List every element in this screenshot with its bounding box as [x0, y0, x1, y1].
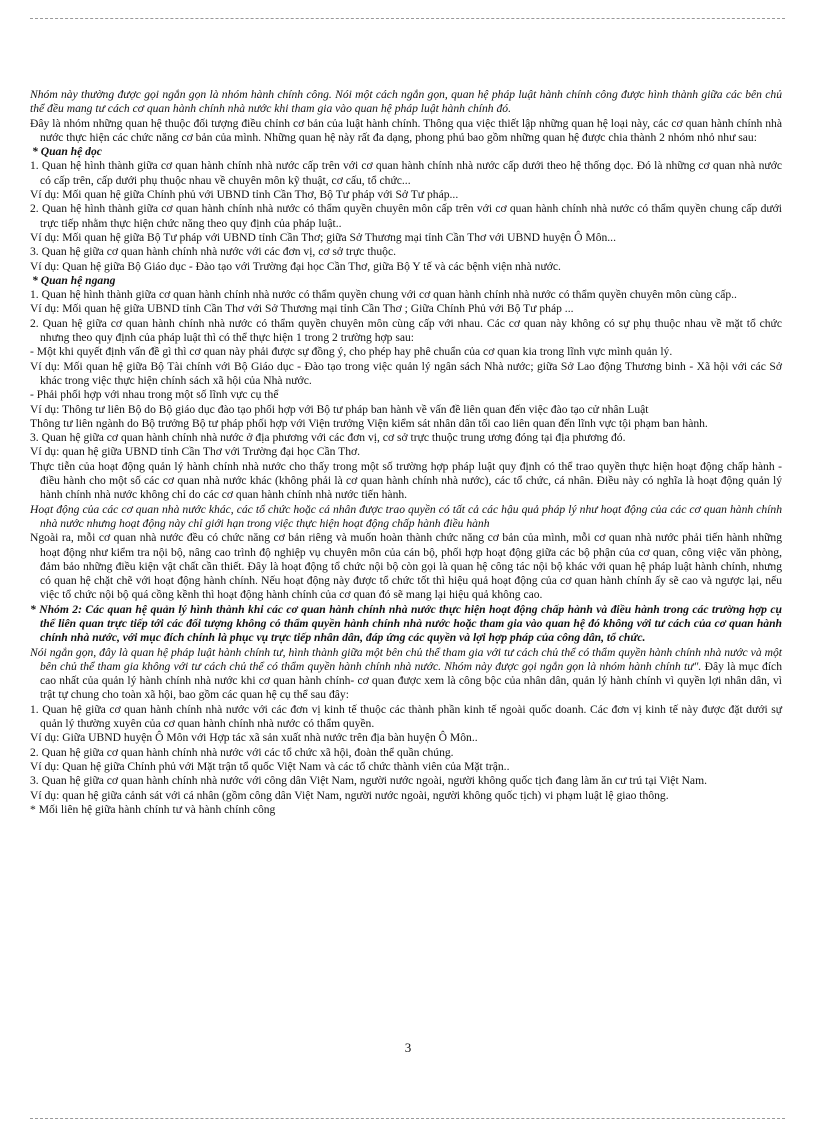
body-paragraph: Thực tiễn của hoạt động quản lý hành chính nhà nước cho thấy trong một số trường hợp pháp luật quy định có thể trao quyền thực hiện hoạt động chấp hành - điều hành cho một số các cơ quan nhà nước khác (không phải là cơ quan hành chính nhà nước), các tổ chức, cá nhân. Điều này có nghĩa là hoạt động quản lý hành chính nhà nước không chỉ do các cơ quan hành chính nhà nước tiến hành. — [30, 459, 782, 502]
plain-text: Đây là mục đích cao nhất của quản lý hành chính nhà nước khi cơ quan hành chính- cơ quan được xem là công bộc của nhân dân, quản lý hành chính vì quyền lợi nhân dân, vì trật tự chung cho toàn xã hội, bao gồm các quan hệ cụ thể sau đây: — [40, 659, 782, 702]
example-paragraph: Ví dụ: Mối quan hệ giữa Chính phủ với UBND tỉnh Cần Thơ, Bộ Tư pháp với Sở Tư pháp... — [30, 188, 459, 202]
bullet-item: - Một khi quyết định vấn đề gì thì cơ quan này phải được sự đồng ý, cho phép hay phê chuẩn của cơ quan kia trong lĩnh vực mình quản lý. — [30, 345, 673, 359]
list-item: 3. Quan hệ giữa cơ quan hành chính nhà nước với các đơn vị, cơ sở trực thuộc. — [30, 245, 396, 259]
section-heading: * Quan hệ dọc — [32, 145, 102, 159]
body-paragraph: Thông tư liên ngành do Bộ trưởng Bộ tư pháp phối hợp với Viện trưởng Viện kiểm sát nhân dân tối cao liên quan đến lĩnh vực tội phạm ban hành. — [30, 416, 708, 430]
header-rule — [30, 18, 785, 19]
list-item: 3. Quan hệ giữa cơ quan hành chính nhà nước với công dân Việt Nam, người nước ngoài, người không quốc tịch đang làm ăn cư trú tại Việt Nam. — [30, 774, 707, 788]
example-paragraph: Ví dụ: Mối quan hệ giữa Bộ Tài chính với Bộ Giáo dục - Đào tạo trong việc quản lý ngân sách Nhà nước; giữa Sở Lao động Thương binh - Xã hội với các Sở khác trong việc thực hiện chính sách xã hội của Nhà nước. — [30, 359, 782, 387]
list-item: 1. Quan hệ hình thành giữa cơ quan hành chính nhà nước cấp trên với cơ quan hành chính nhà nước cấp dưới theo hệ thống dọc. Đó là những cơ quan nhà nước có cấp trên, cấp dưới phụ thuộc nhau về chuyên môn kỹ thuật, cơ cấu, tổ chức... — [30, 159, 782, 187]
page-number: 3 — [404, 1040, 412, 1055]
example-paragraph: Ví dụ: Quan hệ giữa Bộ Giáo dục - Đào tạo với Trường đại học Cần Thơ, giữa Bộ Y tế và các bệnh viện nhà nước. — [30, 259, 561, 273]
example-paragraph: Ví dụ: quan hệ giữa UBND tỉnh Cần Thơ với Trường đại học Cần Thơ. — [30, 445, 361, 459]
document-body — [30, 88, 782, 817]
list-item: 3. Quan hệ giữa cơ quan hành chính nhà nước ở địa phương với các đơn vị, cơ sở trực thuộc trung ương đóng tại địa phương đó. — [30, 431, 626, 445]
section-heading: * Quan hệ ngang — [32, 273, 116, 287]
closing-line: * Mối liên hệ giữa hành chính tư và hành chính công — [30, 802, 276, 816]
group-heading: * Nhóm 2: Các quan hệ quản lý hình thành khi các cơ quan hành chính nhà nước thực hiện hoạt động chấp hành và điều hành trong các trường hợp cụ thể liên quan trực tiếp tới các đối tượng không có thẩm quyền hành chính nhà nước hoặc tham gia vào quan hệ đó không với tư cách của cơ quan hành chính nhà nước, với mục đích chính là phục vụ trực tiếp nhân dân, đáp ứng các quyền và lợi hợp pháp của công dân, tổ chức. — [30, 602, 782, 645]
intro-paragraph: Nhóm này thường được gọi ngắn gọn là nhóm hành chính công. Nói một cách ngắn gọn, quan hệ pháp luật hành chính công được hình thành giữa các bên chủ thể đều mang tư cách cơ quan hành chính nhà nước khi tham gia vào quan hệ pháp luật hành chính đó. — [30, 88, 782, 116]
italic-text: Nói ngắn gọn, đây là quan hệ pháp luật hành chính tư, hình thành giữa một bên chủ thể tham gia với tư cách chủ thể có thẩm quyền hành chính nhà nước và một bên chủ thể tham gia không với tư cách chủ thể có thẩm quyền hành chính nhà nước. Nhóm này được gọi ngắn gọn là nhóm hành chính tư". — [30, 645, 782, 673]
list-item: 1. Quan hệ giữa cơ quan hành chính nhà nước với các đơn vị kinh tế thuộc các thành phần kinh tế ngoài quốc doanh. Các đơn vị kinh tế này được đặt dưới sự quản lý thường xuyên của cơ quan hành chính nhà nước có thẩm quyền. — [30, 702, 782, 731]
footer-rule — [30, 1118, 785, 1119]
list-item: 2. Quan hệ hình thành giữa cơ quan hành chính nhà nước có thẩm quyền chuyên môn cấp trên với cơ quan hành chính nhà nước có thẩm quyền chung cấp dưới trực tiếp nhằm thực hiện chức năng theo quy định của pháp luật.. — [30, 202, 782, 230]
mixed-paragraph — [30, 646, 782, 703]
italic-paragraph: Hoạt động của các cơ quan nhà nước khác, các tổ chức hoặc cá nhân được trao quyền có tất cả các hậu quả pháp lý như hoạt động của các cơ quan hành chính nhà nước nhưng hoạt động này chỉ giới hạn trong việc thực hiện hoạt động chấp hành điều hành — [30, 502, 782, 530]
body-paragraph: Đây là nhóm những quan hệ thuộc đối tượng điều chỉnh cơ bản của luật hành chính. Thông qua việc thiết lập những quan hệ loại này, các cơ quan hành chính nhà nước thực hiện các chức năng cơ bản của mình. Những quan hệ này rất đa dạng, phong phú bao gồm những quan hệ được chia thành 2 nhóm nhỏ như sau: — [30, 116, 782, 144]
example-paragraph: Ví dụ: Thông tư liên Bộ do Bộ giáo dục đào tạo phối hợp với Bộ tư pháp ban hành về vấn đề liên quan đến việc đào tạo cử nhân Luật — [30, 402, 649, 416]
example-paragraph: Ví dụ: Mối quan hệ giữa Bộ Tư pháp với UBND tỉnh Cần Thơ; giữa Sở Thương mại tỉnh Cần Thơ với UBND huyện Ô Môn... — [30, 230, 616, 244]
example-paragraph: Ví dụ: quan hệ giữa cảnh sát với cá nhân (gồm công dân Việt Nam, người nước ngoài, người không quốc tịch) vi phạm luật lệ giao thông. — [30, 788, 669, 802]
example-paragraph: Ví dụ: Mối quan hệ giữa UBND tỉnh Cần Thơ với Sở Thương mại tỉnh Cần Thơ ; Giữa Chính Phủ với Bộ Tư pháp ... — [30, 302, 574, 316]
bullet-item: - Phải phối hợp với nhau trong một số lĩnh vực cụ thể — [30, 388, 279, 402]
list-item: 2. Quan hệ giữa cơ quan hành chính nhà nước với các tổ chức xã hội, đoàn thể quần chúng. — [30, 745, 454, 759]
example-paragraph: Ví dụ: Giữa UBND huyện Ô Môn với Hợp tác xã sản xuất nhà nước trên địa bàn huyện Ô Môn.. — [30, 731, 478, 745]
list-item: 2. Quan hệ giữa cơ quan hành chính nhà nước có thẩm quyền chuyên môn cùng cấp với nhau. Các cơ quan này không có sự phụ thuộc nhau về mặt tổ chức nhưng theo quy định của pháp luật thì có thể thực hiện 1 trong 2 trường hợp sau: — [30, 316, 782, 345]
list-item: 1. Quan hệ hình thành giữa cơ quan hành chính nhà nước có thẩm quyền chung với cơ quan hành chính nhà nước có thẩm quyền chuyên môn cùng cấp.. — [30, 288, 737, 302]
body-paragraph: Ngoài ra, mỗi cơ quan nhà nước đều có chức năng cơ bản riêng và muốn hoàn thành chức năng cơ bản của mình, mỗi cơ quan nhà nước phải tiến hành những hoạt động như kiểm tra nội bộ, nâng cao trình độ nghiệp vụ chuyên môn của cán bộ, phối hợp hoạt động giữa các bộ phận của cơ quan, công việc văn phòng, đảm bảo những điều kiện vật chất cần thiết. Đây là hoạt động tổ chức nội bộ còn gọi là quan hệ công tác nội bộ khác với quan hệ pháp luật hành chính, nhưng có quan hệ chặt chẽ với hoạt động hành chính. Nếu hoạt động này được tổ chức tốt thì hiệu quả hoạt động của cơ quan hành chính ấy sẽ cao và ngược lại, nếu việc tổ chức nội bộ quá cồng kềnh thì hoạt động hành chính của cơ quan đó sẽ mang lại hiệu quả không cao. — [30, 531, 782, 602]
example-paragraph: Ví dụ: Quan hệ giữa Chính phủ với Mặt trận tổ quốc Việt Nam và các tổ chức thành viên của Mặt trận.. — [30, 759, 510, 773]
